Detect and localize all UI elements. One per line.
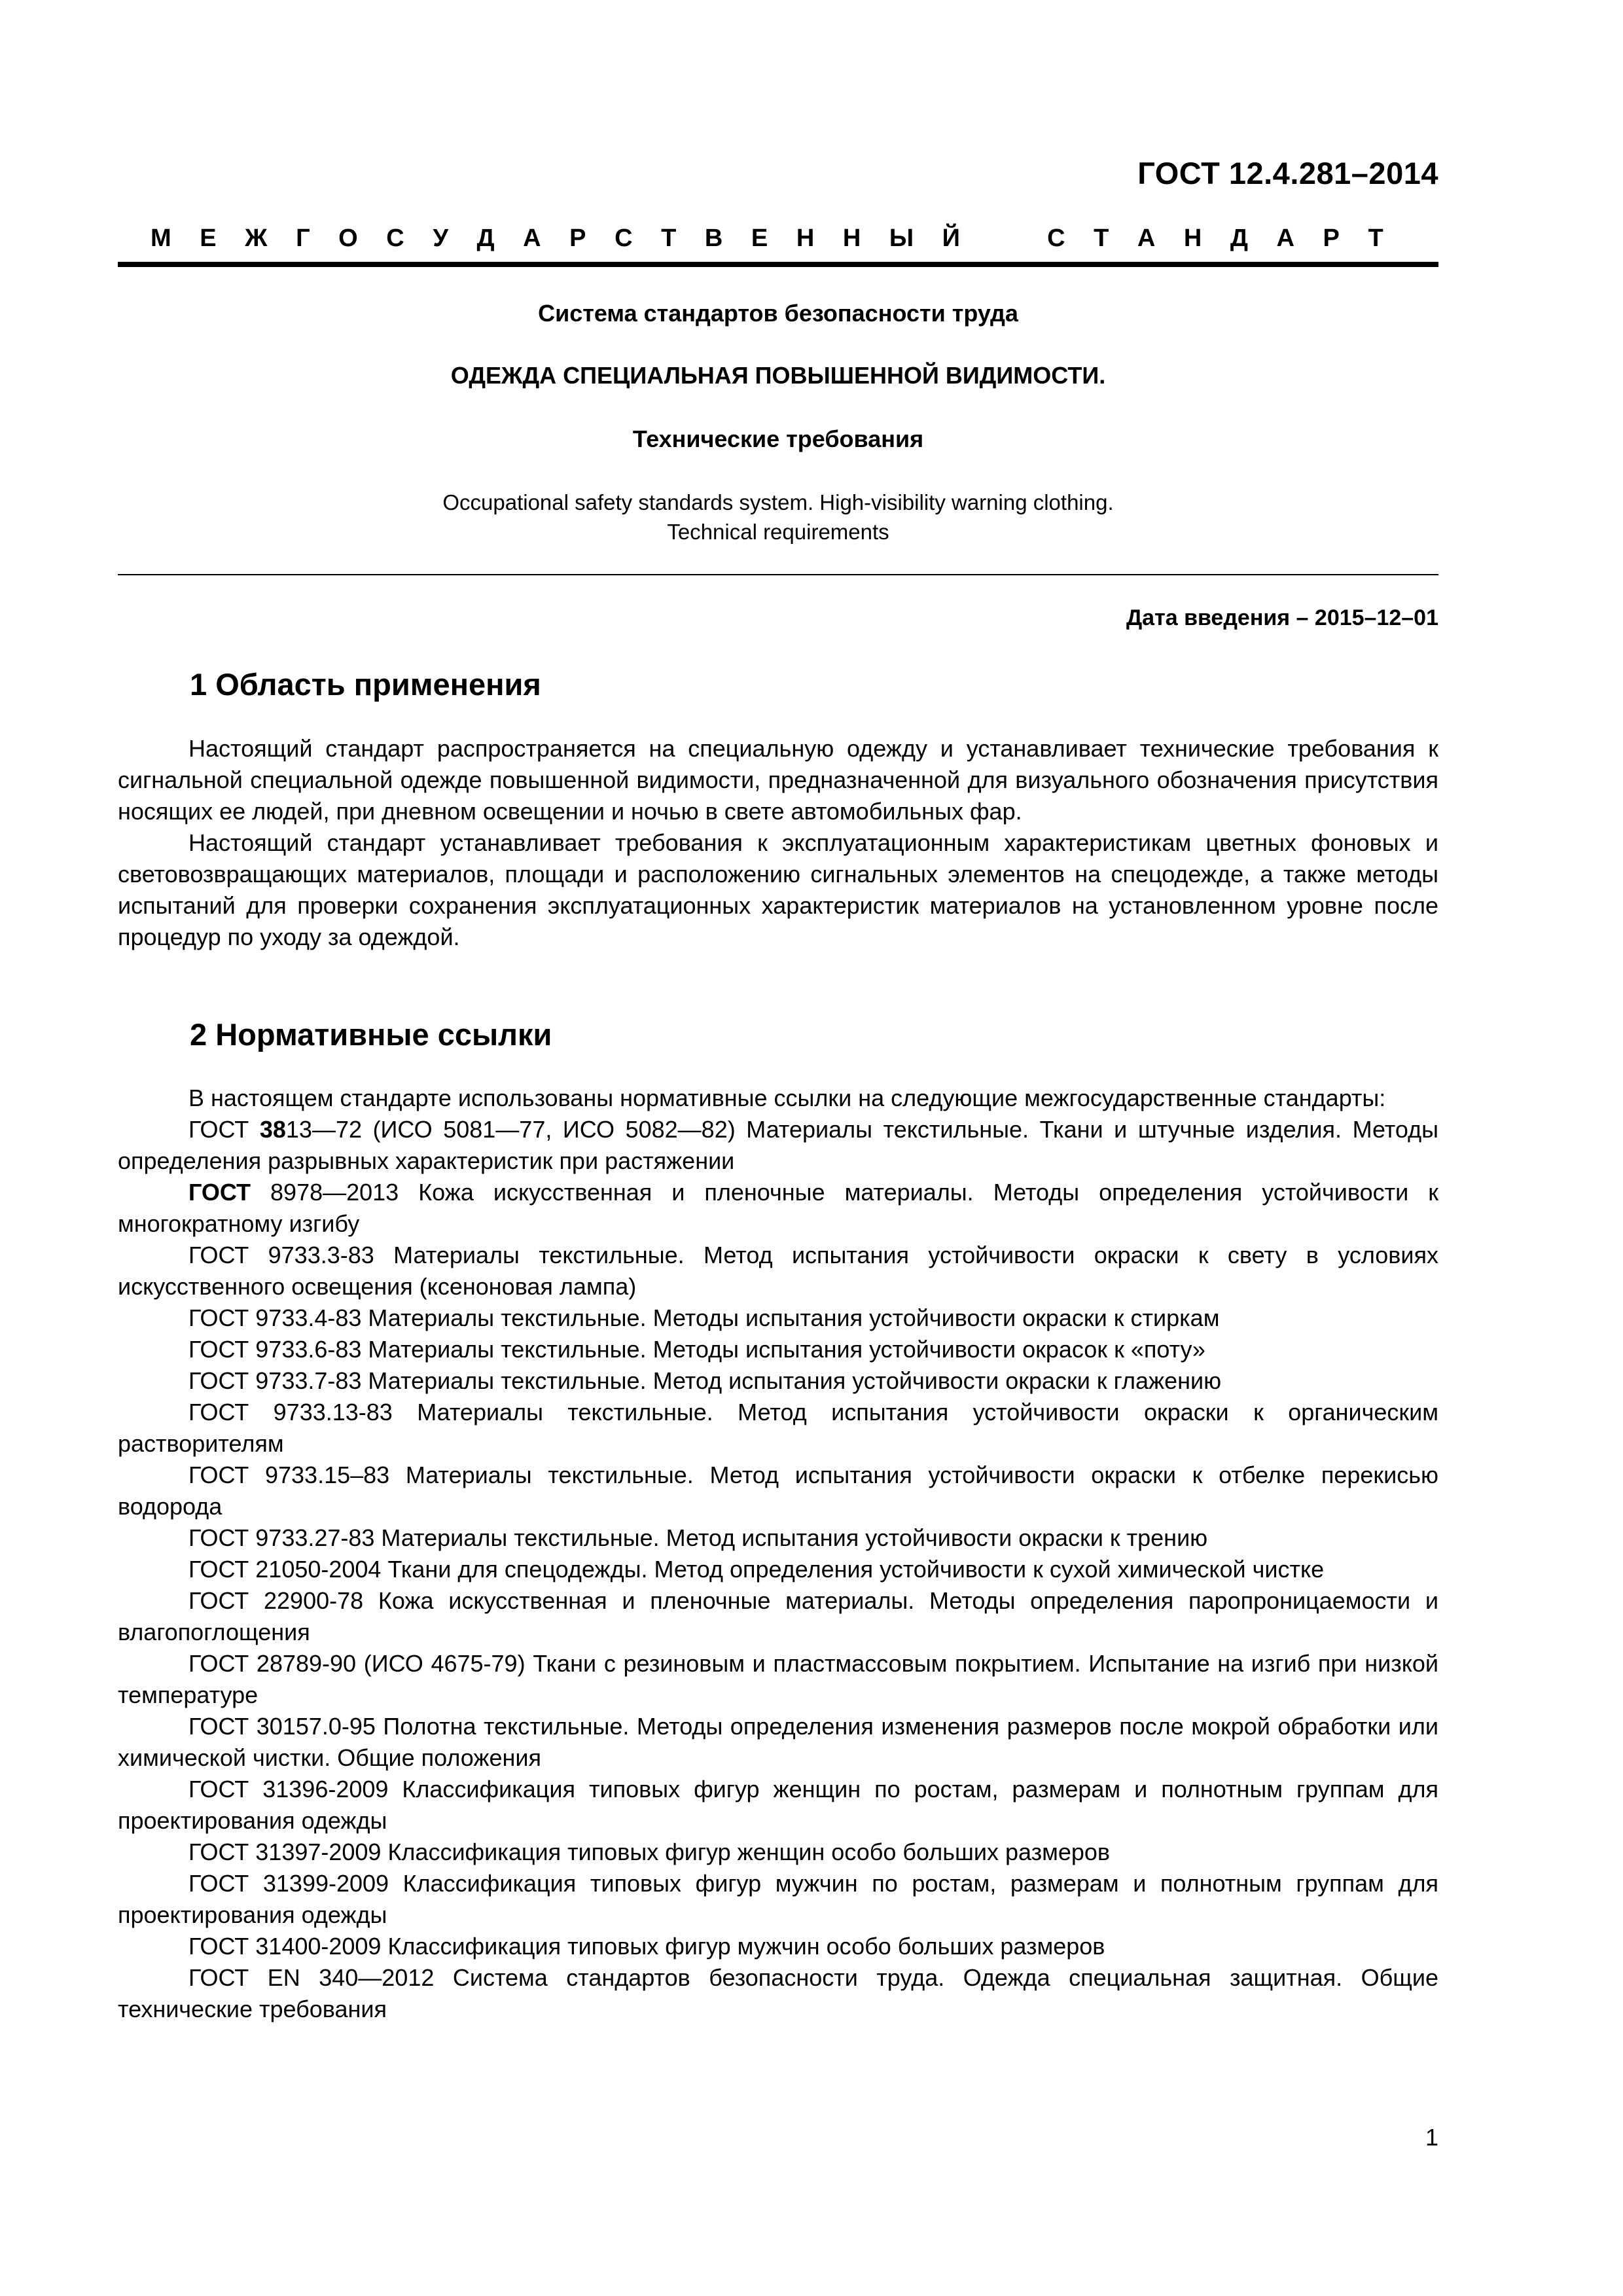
banner-letter: Й — [942, 224, 960, 252]
banner-letter: Е — [200, 224, 217, 252]
banner-letter: Г — [296, 224, 310, 252]
section-heading-scope: 1 Область применения — [190, 667, 541, 702]
reference-item: ГОСТ 9733.4-83 Материалы текстильные. Методы испытания устойчивости окраски к стиркам — [188, 1304, 1220, 1331]
banner-letter: Т — [1368, 224, 1383, 252]
banner-letter: А — [1276, 224, 1294, 252]
reference-item — [118, 1114, 1438, 1177]
title-rule — [118, 574, 1438, 575]
reference-item: ГОСТ 28789-90 (ИСО 4675-79) Ткани с резиновым и пластмассовым покрытием. Испытание на изгиб при низкой температуре — [118, 1650, 1438, 1708]
banner-letter: Т — [1094, 224, 1109, 252]
reference-item: ГОСТ 9733.6-83 Материалы текстильные. Методы испытания устойчивости окрасок к «поту» — [188, 1336, 1205, 1363]
reference-item: ГОСТ 9733.13-83 Материалы текстильные. Метод испытания устойчивости окраски к органическим растворителям — [118, 1399, 1438, 1457]
page-number: 1 — [1425, 2124, 1438, 2151]
reference-text: 8978—2013 Кожа искусственная и пленочные материалы. Методы определения устойчивости к многократному изгибу — [118, 1179, 1438, 1237]
banner-letter: У — [433, 224, 448, 252]
banner-letter: Д — [476, 224, 495, 252]
document-page — [118, 0, 1438, 2296]
banner-letter: Р — [1323, 224, 1340, 252]
reference-item: ГОСТ 9733.7-83 Материалы текстильные. Метод испытания устойчивости окраски к глажению — [188, 1367, 1222, 1394]
section-scope-body — [118, 733, 1438, 953]
banner-letter: А — [523, 224, 541, 252]
english-title-line: Occupational safety standards system. High-visibility warning clothing. — [442, 490, 1114, 514]
reference-item: ГОСТ 31400-2009 Классификация типовых фигур мужчин особо больших размеров — [188, 1933, 1105, 1960]
banner-letter: М — [151, 224, 171, 252]
reference-bold-fragment: ГОСТ — [188, 1179, 251, 1206]
reference-item: ГОСТ 31399-2009 Классификация типовых фигур мужчин по ростам, размерам и полнотным группам для проектирования одежды — [118, 1870, 1438, 1928]
reference-item: ГОСТ 31397-2009 Классификация типовых фигур женщин особо больших размеров — [188, 1839, 1111, 1865]
banner-letter: С — [615, 224, 633, 252]
reference-bold-fragment: 38 — [259, 1116, 286, 1143]
section-heading-references: 2 Нормативные ссылки — [190, 1017, 552, 1052]
interstate-standard-banner — [151, 224, 1383, 253]
reference-item: ГОСТ 31396-2009 Классификация типовых фигур женщин по ростам, размерам и полнотным группам для проектирования одежды — [118, 1776, 1438, 1834]
banner-letter: С — [1047, 224, 1065, 252]
banner-letter: Р — [569, 224, 586, 252]
banner-letter: Д — [1230, 224, 1248, 252]
reference-item — [118, 1177, 1438, 1240]
paragraph: В настоящем стандарте использованы нормативные ссылки на следующие межгосударственные стандарты: — [188, 1085, 1386, 1111]
paragraph: Настоящий стандарт устанавливает требования к эксплуатационным характеристикам цветных фоновых и световозвращающих материалов, площади и расположению сигнальных элементов на спецодежде, а также методы испытаний для проверки сохранения эксплуатационных характеристик материалов на установленном уровне после процедур по уходу за одеждой. — [118, 829, 1438, 950]
reference-item: ГОСТ EN 340—2012 Система стандартов безопасности труда. Одежда специальная защитная. Общие технические требования — [118, 1964, 1438, 2022]
document-title: ОДЕЖДА СПЕЦИАЛЬНАЯ ПОВЫШЕННОЙ ВИДИМОСТИ. — [450, 362, 1106, 389]
banner-letter: Н — [842, 224, 861, 252]
reference-item: ГОСТ 9733.15–83 Материалы текстильные. Метод испытания устойчивости окраски к отбелке перекисью водорода — [118, 1462, 1438, 1520]
reference-item: ГОСТ 22900-78 Кожа искусственная и пленочные материалы. Методы определения паропроницаемости и влагопоглощения — [118, 1587, 1438, 1645]
banner-letter: О — [338, 224, 358, 252]
reference-item: ГОСТ 21050-2004 Ткани для спецодежды. Метод определения устойчивости к сухой химической чистке — [188, 1556, 1325, 1583]
banner-letter: Е — [751, 224, 768, 252]
reference-item: ГОСТ 30157.0-95 Полотна текстильные. Методы определения изменения размеров после мокрой обработки или химической чистки. Общие положения — [118, 1713, 1438, 1771]
english-title-line: Technical requirements — [667, 520, 889, 544]
banner-letter: Н — [1183, 224, 1202, 252]
reference-item: ГОСТ 9733.3-83 Материалы текстильные. Метод испытания устойчивости окраски к свету в условиях искусственного освещения (ксеноновая лампа) — [118, 1242, 1438, 1300]
standard-number: ГОСТ 12.4.281–2014 — [1137, 156, 1438, 190]
introduction-date: Дата введения – 2015–12–01 — [1126, 605, 1438, 630]
banner-letter: Ж — [245, 224, 268, 252]
english-title — [118, 488, 1438, 547]
system-title: Система стандартов безопасности труда — [538, 300, 1018, 327]
reference-prefix: ГОСТ — [188, 1116, 260, 1143]
banner-letter: В — [704, 224, 723, 252]
reference-item: ГОСТ 9733.27-83 Материалы текстильные. Метод испытания устойчивости окраски к трению — [188, 1524, 1208, 1551]
banner-letter: С — [386, 224, 404, 252]
header-rule — [118, 262, 1438, 267]
banner-letter: Ы — [889, 224, 914, 252]
banner-letter: Т — [661, 224, 677, 252]
banner-letter: А — [1137, 224, 1156, 252]
section-references-body — [118, 1083, 1438, 2025]
document-subtitle: Технические требования — [632, 425, 924, 452]
banner-letter: Н — [796, 224, 815, 252]
banner-gap — [989, 224, 1019, 253]
reference-text: 13—72 (ИСО 5081—77, ИСО 5082—82) Материалы текстильные. Ткани и штучные изделия. Методы определения разрывных характеристик при растяжении — [118, 1116, 1438, 1174]
paragraph: Настоящий стандарт распространяется на специальную одежду и устанавливает технические требования к сигнальной специальной одежде повышенной видимости, предназначенной для визуального обозначения присутствия носящих ее людей, при дневном освещении и ночью в свете автомобильных фар. — [118, 735, 1438, 825]
